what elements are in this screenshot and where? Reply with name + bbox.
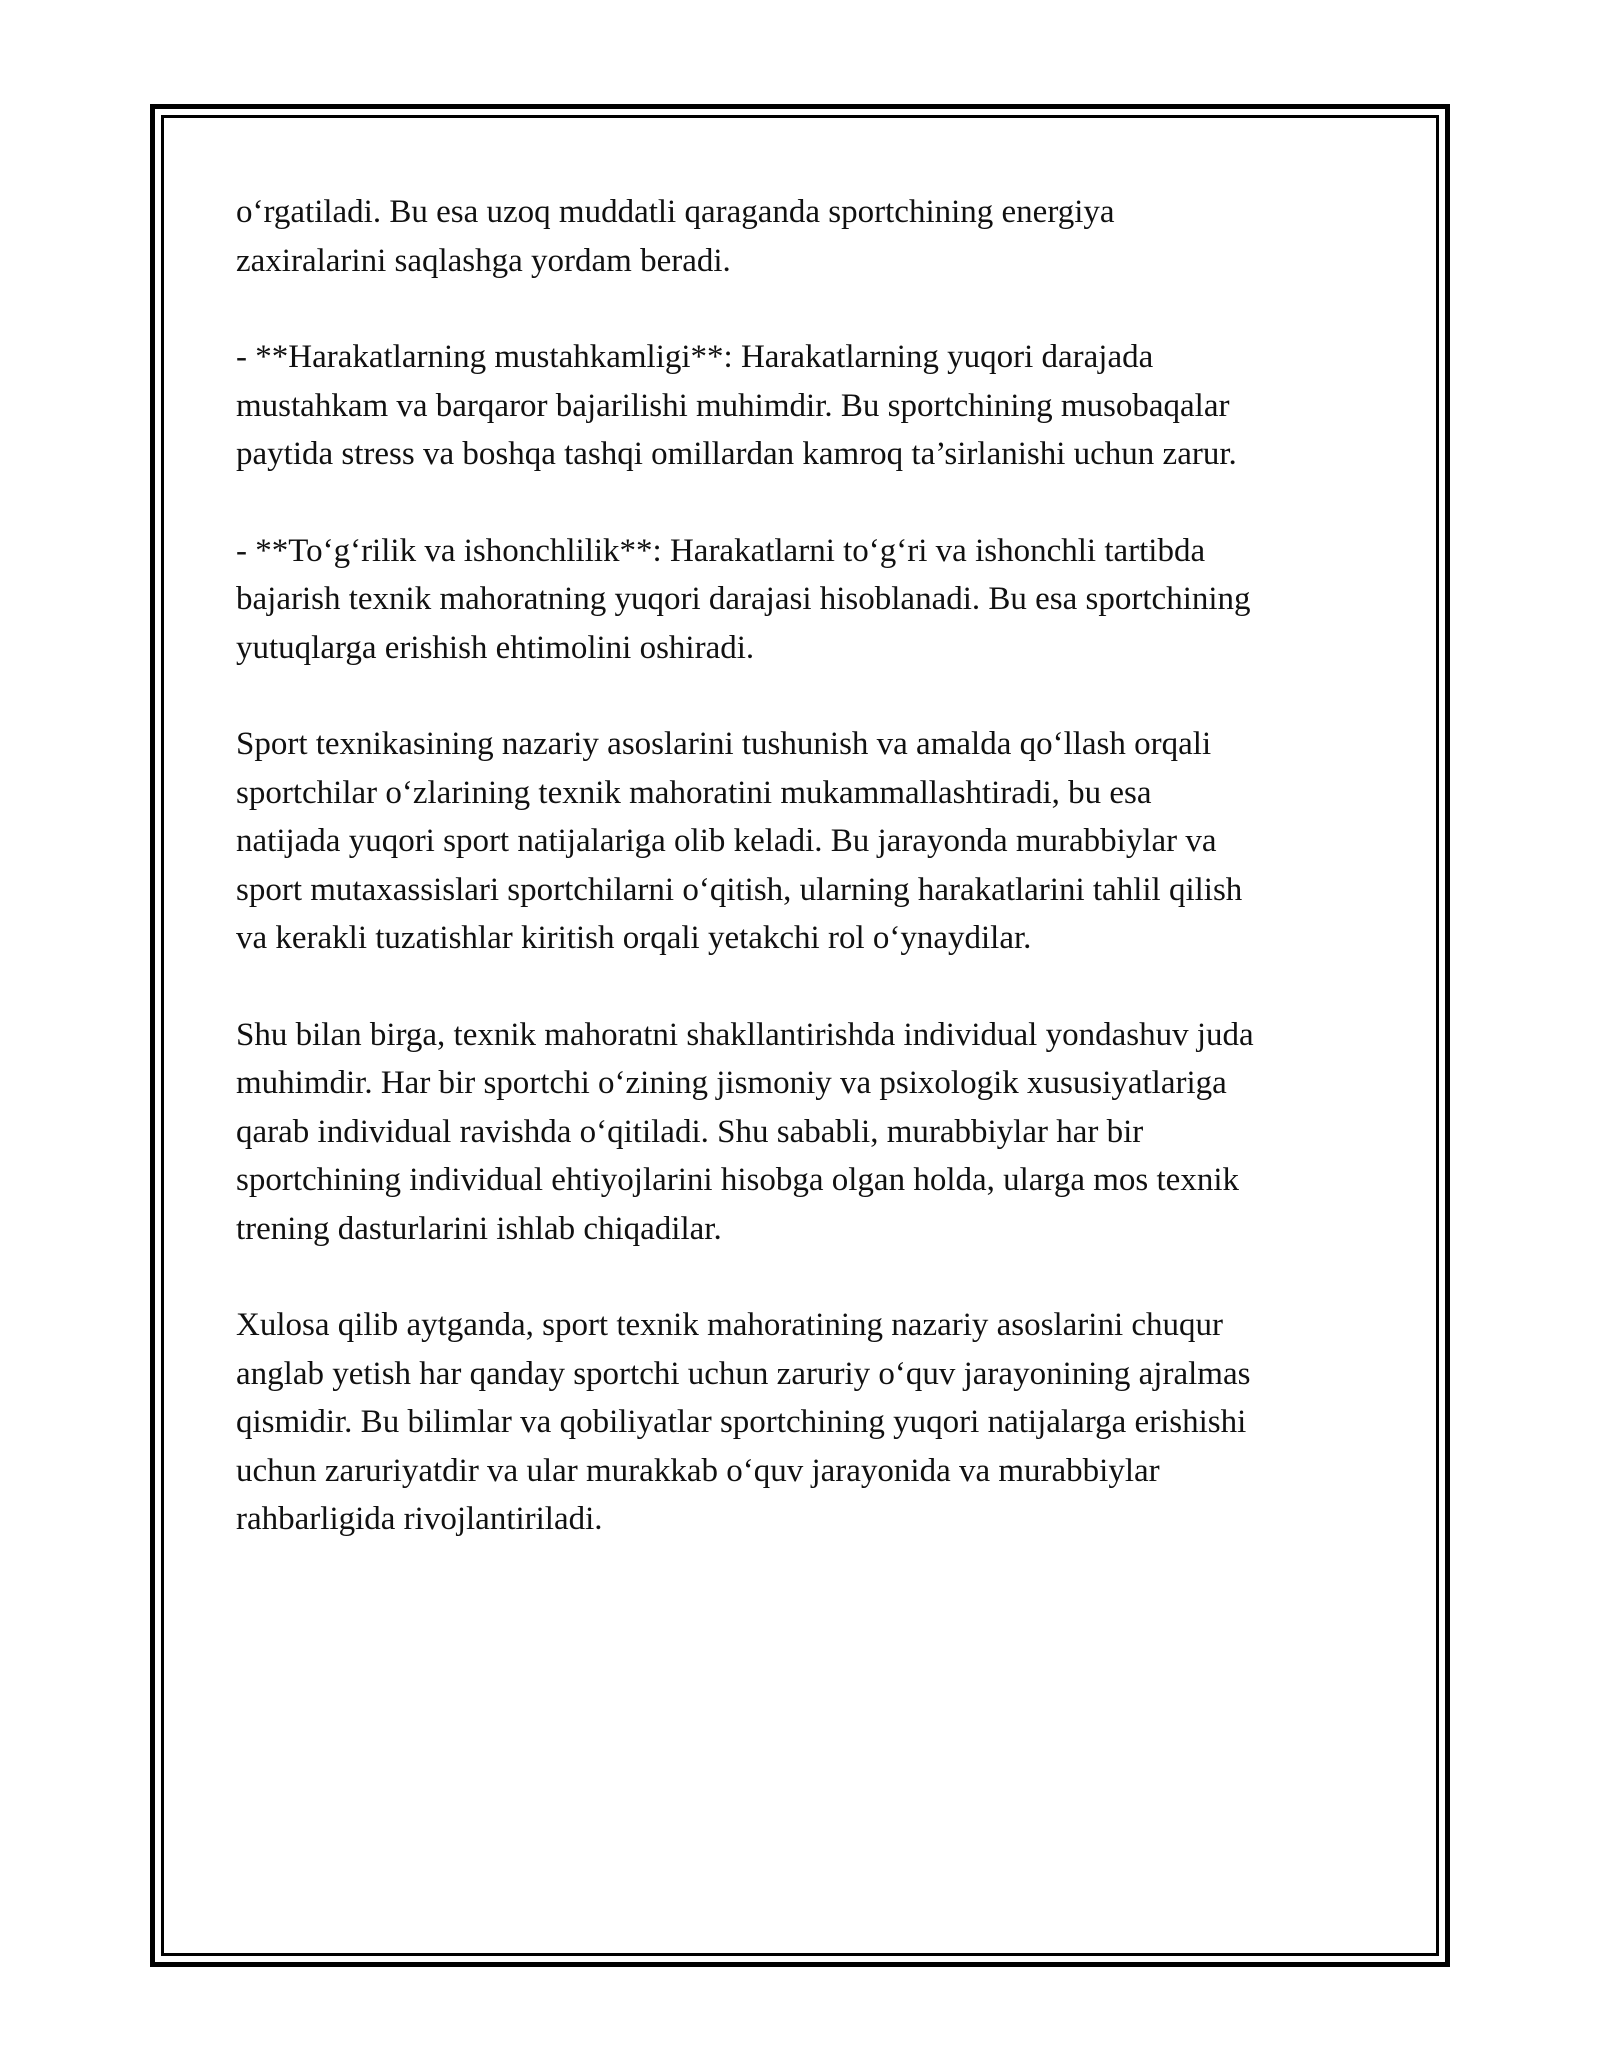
bullet-movement-stability: - **Harakatlarning mustahkamligi**: Harakatlarning yuqori darajada mustahkam va barqaror bajarilishi muhimdir. Bu sportchining musobaqalar paytida stress va boshqa tashqi omillardan kamroq ta’sirlanishi uchun zarur. [236,339,1237,472]
paragraph-theory-application: Sport texnikasining nazariy asoslarini tushunish va amalda qo‘llash orqali sportchilar o‘zlarining texnik mahoratini mukammallashtiradi, bu esa natijada yuqori sport natijalariga olib keladi. Bu jarayonda murabbiylar va sport mutaxassislari sportchilarni o‘qitish, ularning harakatlarini tahlil qilish va kerakli tuzatishlar kiritish orqali yetakchi rol o‘ynaydilar. [236,726,1243,956]
paragraph-conclusion: Xulosa qilib aytganda, sport texnik mahoratining nazariy asoslarini chuqur anglab yetish har qanday sportchi uchun zaruriy o‘quv jarayonining ajralmas qismidir. Bu bilimlar va qobiliyatlar sportchining yuqori natijalarga erishishi uchun zaruriyatdir va ular murakkab o‘quv jarayonida va murabbiylar rahbarligida rivojlantiriladi. [236,1307,1251,1537]
paragraph-continuation: o‘rgatiladi. Bu esa uzoq muddatli qaraganda sportchining energiya zaxiralarini saqlashga yordam beradi. [236,194,1115,279]
paragraph-individual-approach: Shu bilan birga, texnik mahoratni shakllantirishda individual yondashuv juda muhimdir. Har bir sportchi o‘zining jismoniy va psixologik xususiyatlariga qarab individual ravishda o‘qitiladi. Shu sababli, murabbiylar har bir sportchining individual ehtiyojlarini hisobga olgan holda, ularga mos texnik trening dasturlarini ishlab chiqadilar. [236,1016,1254,1247]
document-body [236,188,1376,1592]
bullet-accuracy-reliability: - **To‘g‘rilik va ishonchlilik**: Harakatlarni to‘g‘ri va ishonchli tartibda bajarish texnik mahoratning yuqori darajasi hisoblanadi. Bu esa sportchining yutuqlarga erishish ehtimolini oshiradi. [236,532,1251,666]
